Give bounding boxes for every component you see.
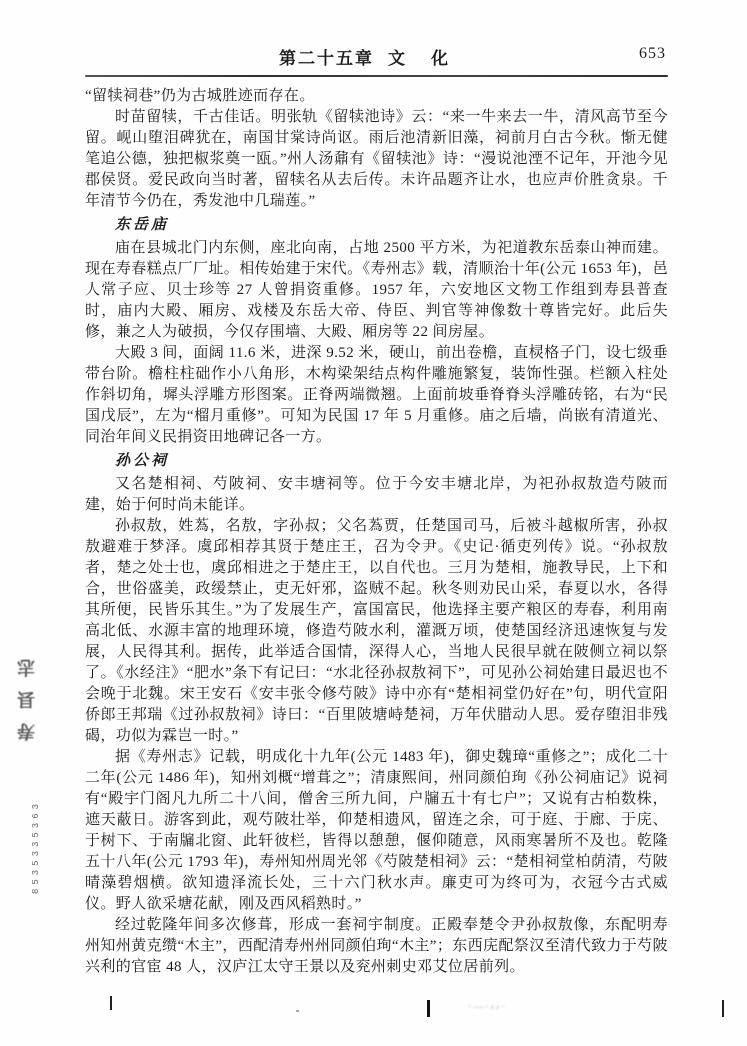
chapter-heading [85,44,668,69]
paragraph: 时苗留犊，千古佳话。明张轨《留犊池诗》云：“来一牛来去一牛，清风高节至今留。岘山堕泪碑犹在，南国甘棠诗尚讴。雨后池清新旧藻，祠前月白古今秋。惭无健笔追公德，独把椒浆奠一瓯。”州人汤鼐有《留犊池》诗：“漫说池湮不记年，开池今见郡侯贤。爱民政向当时著，留犊名从去后传。未许品题齐让水，也应声价胜贪泉。千年清节今仍在，秀发池中几瑞莲。” [85,109,668,209]
chapter-number: 第二十五章 [279,49,374,68]
page-number: 653 [639,45,666,62]
paragraph: 经过乾隆年间多次修葺，形成一套祠宇制度。正殿奉楚令尹孙叔敖像，东配明寿州知州黄克缵“木主”，西配清寿州州同颜伯珣“木主”；东西庑配祭汉至清代致力于芍陂兴利的官宦 48 人，汉庐江太守王景以及兖州刺史邓艾位居前列。 [85,917,668,975]
paragraph: “留犊祠巷”仍为古城胜迹而存在。 [85,88,315,104]
paragraph: 又名楚相祠、芍陂祠、安丰塘祠等。位于今安丰塘北岸，为祀孙叔敖造芍陂而建，始于何时尚未能详。 [85,476,668,513]
margin-number-column: 8535335363 [31,800,41,895]
paragraph: 大殿 3 间，面阔 11.6 米，进深 9.52 米，硬山，前出卷檐，直棂格子门，设七级垂带台阶。檐柱柱础作小八角形，木构梁架结点构件雕施繁复，装饰性强。栏额入柱处作斜切角，墀头浮雕方形图案。正脊两端微翘。上面前坡垂脊脊头浮雕砖铭，右为“民国戊辰”，左为“榴月重修”。可知为民国 17 年 5 月重修。庙之后墙，尚嵌有清道光、同治年间义民捐资田地碑记各一方。 [85,345,668,445]
scan-artifact-mark [427,1000,430,1017]
section-heading-dongyuemiao: 东岳庙 [115,217,170,233]
paragraph: 庙在县城北门内东侧，座北向南，占地 2500 平方米，为祀道教东岳泰山神而建。现在寿春糕点厂厂址。相传始建于宋代。《寿州志》载，清顺治十年(公元 1653 年)，邑人常子应、贝士珍等 27 人曾捐资重修。1957 年，六安地区文物工作组到寿县普查时，庙内大殿、厢房、戏楼及东岳大帝、侍臣、判官等神像数十尊皆完好。此后失修，兼之人为破损，今仅存围墙、大殿、厢房等 22 间房屋。 [85,240,668,340]
scan-artifact-mark [296,1010,299,1012]
scan-artifact-mark [722,1000,724,1017]
header-rule [85,75,668,77]
section-heading-sungongci: 孙公祠 [115,453,170,469]
spine-bleedthrough-text: 寿县志 [17,645,37,741]
paragraph: 据《寿州志》记载，明成化十九年(公元 1483 年)，御史魏璋“重修之”；成化二十二年(公元 1486 年)，知州刘概“增葺之”；清康熙间，州同颜伯珣《孙公祠庙记》说祠有“殿宇门阁凡九所二十八间，僧舍三所九间，户牖五十有七户”；又说有古柏数株，遮天蔽日。游客到此，观芍陂壮举，仰楚相遗风，留连之余，可于庭、于廊、于庑、于树下、于南牖北窗、此轩彼栏，皆得以憩憩，偃仰随意，风雨寒暑所不及也。乾隆五十八年(公元 1793 年)，寿州知州周光邻《芍陂楚相祠》云：“楚相祠堂柏荫清，芍陂晴藻碧烟横。欲知遗泽流长处，三十六门秋水声。廉吏可为终可为，衣冠今古式威仪。野人欲采塘花献，刚及西风稻熟时。” [85,749,668,912]
body-text-column [85,86,668,978]
page-header [85,44,668,70]
chapter-title: 文化 [388,49,474,68]
scan-artifact-mark [110,996,112,1010]
paragraph: 孙叔敖，姓蒍，名敖，字孙叔；父名蒍贾，任楚国司马，后被斗越椒所害，孙叔敖避难于梦泽。虞邱相荐其贤于楚庄王，召为令尹。《史记·循吏列传》说。“孙叔敖者，楚之处士也，虞邱相进之于楚庄王，以自代也。三月为楚相，施教导民，上下和合，世俗盛美，政缓禁止，吏无奸邪，盗贼不起。秋冬则劝民山采，春夏以水，各得其所便，民皆乐其生。”为了发展生产，富国富民，他选择主要产粮区的寿春，利用南高北低、水源丰富的地理环境，修造芍陂水利，灌溉万顷，使楚国经济迅速恢复与发展，人民得其利。据传，此举适合国情，深得人心，当地人民很早就在陂侧立祠以祭了。《水经注》“肥水”条下有记曰：“水北径孙叔敖祠下”，可见孙公祠始建日最迟也不会晚于北魏。宋王安石《安丰张令修芍陂》诗中亦有“楚相祠堂仍好在”句，明代宣阳侨郎王邦瑞《过孙叔敖祠》诗曰：“百里陂塘峙楚祠，万年伏腊动人思。爱存堕泪非残碣，功似为霖岂一时。” [85,518,668,744]
scan-artifact-smudge: ·—·⸗⸗· [468,1002,507,1013]
